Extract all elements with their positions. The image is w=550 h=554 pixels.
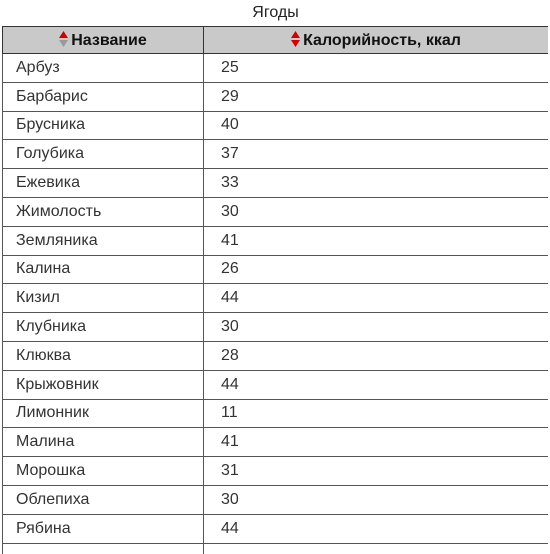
berry-name-cell: Жимолость [3,197,204,226]
table-row [3,82,549,111]
calories-cell: 30 [204,313,549,342]
column-header-name[interactable] [3,27,204,54]
calories-cell [204,543,549,554]
table-row [3,370,549,399]
berry-name-cell: Облепиха [3,485,204,514]
table-row [3,54,549,83]
berry-name-cell: Рябина [3,514,204,543]
berry-name-cell: Клубника [3,313,204,342]
berry-name-cell: Кизил [3,284,204,313]
calories-cell: 44 [204,370,549,399]
sort-icon [291,31,300,47]
berry-name-cell: Арбуз [3,54,204,83]
table-row [3,284,549,313]
calories-cell: 28 [204,341,549,370]
berries-table-container [2,0,548,554]
table-row [3,255,549,284]
calories-cell: 30 [204,485,549,514]
table-row [3,485,549,514]
table-row [3,341,549,370]
berry-name-cell: Брусника [3,111,204,140]
calories-cell: 33 [204,169,549,198]
table-row [3,543,549,554]
berry-name-cell: Земляника [3,226,204,255]
header-row [3,27,549,54]
calories-cell: 29 [204,82,549,111]
berry-name-cell: Калина [3,255,204,284]
berry-name-cell: Морошка [3,457,204,486]
berry-name-cell: Голубика [3,140,204,169]
berry-name-cell: Клюква [3,341,204,370]
berry-name-cell: Барбарис [3,82,204,111]
table-body [3,54,549,554]
berries-table [2,0,548,554]
column-header-name-label: Название [71,31,147,49]
calories-cell: 44 [204,284,549,313]
table-row [3,197,549,226]
column-header-calories-label: Калорийность, ккал [303,31,461,49]
table-row [3,111,549,140]
berry-name-cell: Лимонник [3,399,204,428]
calories-cell: 31 [204,457,549,486]
column-header-calories[interactable] [204,27,549,54]
calories-cell: 30 [204,197,549,226]
table-row [3,169,549,198]
berry-name-cell: Малина [3,428,204,457]
calories-cell: 44 [204,514,549,543]
table-row [3,457,549,486]
table-row [3,514,549,543]
calories-cell: 26 [204,255,549,284]
berry-name-cell: Ежевика [3,169,204,198]
berry-name-cell: Крыжовник [3,370,204,399]
berry-name-cell [3,543,204,554]
sort-icon [59,31,68,47]
calories-cell: 37 [204,140,549,169]
table-caption: Ягоды [252,4,299,21]
table-row [3,140,549,169]
calories-cell: 25 [204,54,549,83]
table-row [3,399,549,428]
calories-cell: 11 [204,399,549,428]
calories-cell: 41 [204,428,549,457]
table-row [3,226,549,255]
calories-cell: 41 [204,226,549,255]
table-row [3,313,549,342]
calories-cell: 40 [204,111,549,140]
table-row [3,428,549,457]
